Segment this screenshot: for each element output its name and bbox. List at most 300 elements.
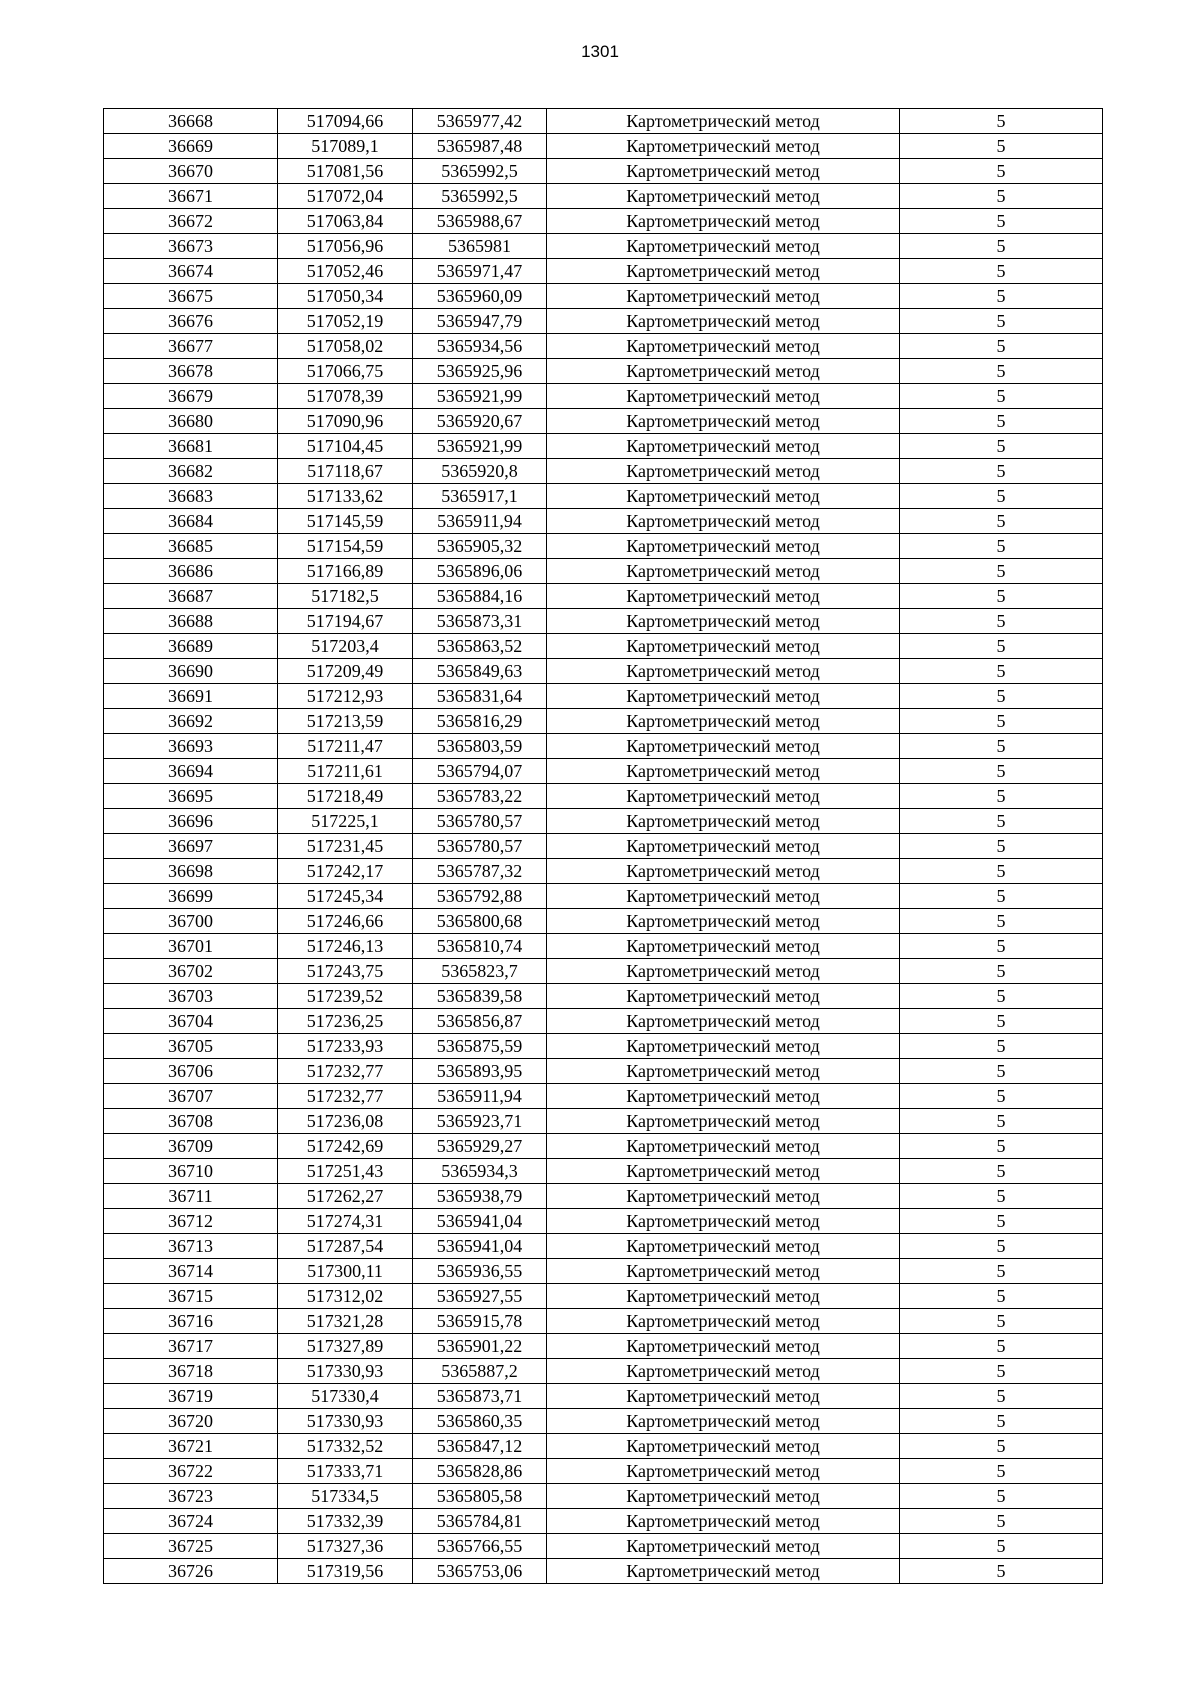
x-coordinate-cell: 517332,52	[278, 1434, 413, 1459]
accuracy-cell: 5	[900, 1334, 1103, 1359]
x-coordinate-cell: 517332,39	[278, 1509, 413, 1534]
point-number-cell: 36711	[104, 1184, 278, 1209]
point-number-cell: 36675	[104, 284, 278, 309]
accuracy-cell: 5	[900, 1109, 1103, 1134]
point-number-cell: 36696	[104, 809, 278, 834]
accuracy-cell: 5	[900, 834, 1103, 859]
table-row	[104, 934, 1103, 959]
y-coordinate-cell: 5365828,86	[413, 1459, 547, 1484]
point-number-cell: 36677	[104, 334, 278, 359]
x-coordinate-cell: 517145,59	[278, 509, 413, 534]
table-row	[104, 1534, 1103, 1559]
accuracy-cell: 5	[900, 484, 1103, 509]
accuracy-cell: 5	[900, 509, 1103, 534]
table-row	[104, 1259, 1103, 1284]
table-row	[104, 1084, 1103, 1109]
x-coordinate-cell: 517243,75	[278, 959, 413, 984]
y-coordinate-cell: 5365992,5	[413, 159, 547, 184]
table-row	[104, 1459, 1103, 1484]
accuracy-cell: 5	[900, 309, 1103, 334]
accuracy-cell: 5	[900, 859, 1103, 884]
point-number-cell: 36700	[104, 909, 278, 934]
y-coordinate-cell: 5365863,52	[413, 634, 547, 659]
point-number-cell: 36694	[104, 759, 278, 784]
x-coordinate-cell: 517239,52	[278, 984, 413, 1009]
method-cell: Картометрический метод	[547, 1159, 900, 1184]
point-number-cell: 36670	[104, 159, 278, 184]
accuracy-cell: 5	[900, 1409, 1103, 1434]
method-cell: Картометрический метод	[547, 1359, 900, 1384]
y-coordinate-cell: 5365849,63	[413, 659, 547, 684]
point-number-cell: 36705	[104, 1034, 278, 1059]
accuracy-cell: 5	[900, 959, 1103, 984]
x-coordinate-cell: 517236,08	[278, 1109, 413, 1134]
x-coordinate-cell: 517251,43	[278, 1159, 413, 1184]
table-row	[104, 584, 1103, 609]
table-row	[104, 559, 1103, 584]
accuracy-cell: 5	[900, 109, 1103, 134]
y-coordinate-cell: 5365901,22	[413, 1334, 547, 1359]
method-cell: Картометрический метод	[547, 684, 900, 709]
accuracy-cell: 5	[900, 584, 1103, 609]
y-coordinate-cell: 5365920,67	[413, 409, 547, 434]
x-coordinate-cell: 517330,93	[278, 1359, 413, 1384]
x-coordinate-cell: 517104,45	[278, 434, 413, 459]
table-row	[104, 1559, 1103, 1584]
method-cell: Картометрический метод	[547, 609, 900, 634]
method-cell: Картометрический метод	[547, 1559, 900, 1584]
accuracy-cell: 5	[900, 659, 1103, 684]
y-coordinate-cell: 5365839,58	[413, 984, 547, 1009]
method-cell: Картометрический метод	[547, 884, 900, 909]
x-coordinate-cell: 517300,11	[278, 1259, 413, 1284]
method-cell: Картометрический метод	[547, 284, 900, 309]
x-coordinate-cell: 517066,75	[278, 359, 413, 384]
y-coordinate-cell: 5365816,29	[413, 709, 547, 734]
method-cell: Картометрический метод	[547, 1109, 900, 1134]
table-row	[104, 884, 1103, 909]
x-coordinate-cell: 517246,66	[278, 909, 413, 934]
table-row	[104, 334, 1103, 359]
method-cell: Картометрический метод	[547, 1009, 900, 1034]
x-coordinate-cell: 517166,89	[278, 559, 413, 584]
x-coordinate-cell: 517333,71	[278, 1459, 413, 1484]
method-cell: Картометрический метод	[547, 434, 900, 459]
method-cell: Картометрический метод	[547, 1209, 900, 1234]
y-coordinate-cell: 5365784,81	[413, 1509, 547, 1534]
table-row	[104, 209, 1103, 234]
y-coordinate-cell: 5365873,71	[413, 1384, 547, 1409]
point-number-cell: 36710	[104, 1159, 278, 1184]
method-cell: Картометрический метод	[547, 1059, 900, 1084]
x-coordinate-cell: 517133,62	[278, 484, 413, 509]
method-cell: Картометрический метод	[547, 559, 900, 584]
accuracy-cell: 5	[900, 1009, 1103, 1034]
y-coordinate-cell: 5365981	[413, 234, 547, 259]
method-cell: Картометрический метод	[547, 1334, 900, 1359]
point-number-cell: 36723	[104, 1484, 278, 1509]
table-row	[104, 909, 1103, 934]
y-coordinate-cell: 5365887,2	[413, 1359, 547, 1384]
method-cell: Картометрический метод	[547, 1309, 900, 1334]
accuracy-cell: 5	[900, 234, 1103, 259]
table-row	[104, 1384, 1103, 1409]
table-row	[104, 709, 1103, 734]
method-cell: Картометрический метод	[547, 409, 900, 434]
table-row	[104, 684, 1103, 709]
point-number-cell: 36709	[104, 1134, 278, 1159]
table-row	[104, 384, 1103, 409]
x-coordinate-cell: 517182,5	[278, 584, 413, 609]
y-coordinate-cell: 5365941,04	[413, 1209, 547, 1234]
table-row	[104, 484, 1103, 509]
method-cell: Картометрический метод	[547, 709, 900, 734]
accuracy-cell: 5	[900, 534, 1103, 559]
point-number-cell: 36725	[104, 1534, 278, 1559]
table-row	[104, 759, 1103, 784]
x-coordinate-cell: 517242,17	[278, 859, 413, 884]
table-row	[104, 659, 1103, 684]
method-cell: Картометрический метод	[547, 659, 900, 684]
point-number-cell: 36722	[104, 1459, 278, 1484]
accuracy-cell: 5	[900, 709, 1103, 734]
table-row	[104, 609, 1103, 634]
x-coordinate-cell: 517089,1	[278, 134, 413, 159]
x-coordinate-cell: 517078,39	[278, 384, 413, 409]
accuracy-cell: 5	[900, 1134, 1103, 1159]
y-coordinate-cell: 5365977,42	[413, 109, 547, 134]
accuracy-cell: 5	[900, 384, 1103, 409]
table-row	[104, 1009, 1103, 1034]
y-coordinate-cell: 5365941,04	[413, 1234, 547, 1259]
y-coordinate-cell: 5365856,87	[413, 1009, 547, 1034]
accuracy-cell: 5	[900, 1559, 1103, 1584]
table-row	[104, 784, 1103, 809]
x-coordinate-cell: 517330,93	[278, 1409, 413, 1434]
table-row	[104, 1484, 1103, 1509]
accuracy-cell: 5	[900, 1359, 1103, 1384]
method-cell: Картометрический метод	[547, 1234, 900, 1259]
x-coordinate-cell: 517154,59	[278, 534, 413, 559]
y-coordinate-cell: 5365884,16	[413, 584, 547, 609]
x-coordinate-cell: 517327,89	[278, 1334, 413, 1359]
point-number-cell: 36693	[104, 734, 278, 759]
x-coordinate-cell: 517052,46	[278, 259, 413, 284]
method-cell: Картометрический метод	[547, 484, 900, 509]
accuracy-cell: 5	[900, 609, 1103, 634]
x-coordinate-cell: 517287,54	[278, 1234, 413, 1259]
y-coordinate-cell: 5365934,3	[413, 1159, 547, 1184]
coordinates-table-body	[104, 109, 1103, 1584]
x-coordinate-cell: 517232,77	[278, 1084, 413, 1109]
point-number-cell: 36701	[104, 934, 278, 959]
accuracy-cell: 5	[900, 809, 1103, 834]
method-cell: Картометрический метод	[547, 359, 900, 384]
x-coordinate-cell: 517245,34	[278, 884, 413, 909]
accuracy-cell: 5	[900, 434, 1103, 459]
accuracy-cell: 5	[900, 1184, 1103, 1209]
method-cell: Картометрический метод	[547, 234, 900, 259]
accuracy-cell: 5	[900, 1059, 1103, 1084]
point-number-cell: 36699	[104, 884, 278, 909]
point-number-cell: 36678	[104, 359, 278, 384]
table-row	[104, 1234, 1103, 1259]
accuracy-cell: 5	[900, 1434, 1103, 1459]
accuracy-cell: 5	[900, 684, 1103, 709]
y-coordinate-cell: 5365934,56	[413, 334, 547, 359]
method-cell: Картометрический метод	[547, 334, 900, 359]
accuracy-cell: 5	[900, 159, 1103, 184]
x-coordinate-cell: 517330,4	[278, 1384, 413, 1409]
point-number-cell: 36674	[104, 259, 278, 284]
table-row	[104, 509, 1103, 534]
x-coordinate-cell: 517118,67	[278, 459, 413, 484]
method-cell: Картометрический метод	[547, 259, 900, 284]
method-cell: Картометрический метод	[547, 1259, 900, 1284]
x-coordinate-cell: 517203,4	[278, 634, 413, 659]
x-coordinate-cell: 517242,69	[278, 1134, 413, 1159]
x-coordinate-cell: 517211,61	[278, 759, 413, 784]
y-coordinate-cell: 5365805,58	[413, 1484, 547, 1509]
y-coordinate-cell: 5365929,27	[413, 1134, 547, 1159]
y-coordinate-cell: 5365766,55	[413, 1534, 547, 1559]
x-coordinate-cell: 517236,25	[278, 1009, 413, 1034]
y-coordinate-cell: 5365905,32	[413, 534, 547, 559]
point-number-cell: 36719	[104, 1384, 278, 1409]
x-coordinate-cell: 517274,31	[278, 1209, 413, 1234]
accuracy-cell: 5	[900, 1259, 1103, 1284]
method-cell: Картометрический метод	[547, 734, 900, 759]
x-coordinate-cell: 517232,77	[278, 1059, 413, 1084]
table-row	[104, 834, 1103, 859]
point-number-cell: 36679	[104, 384, 278, 409]
table-row	[104, 309, 1103, 334]
method-cell: Картометрический метод	[547, 1084, 900, 1109]
accuracy-cell: 5	[900, 1309, 1103, 1334]
table-row	[104, 1309, 1103, 1334]
y-coordinate-cell: 5365810,74	[413, 934, 547, 959]
method-cell: Картометрический метод	[547, 1459, 900, 1484]
x-coordinate-cell: 517211,47	[278, 734, 413, 759]
y-coordinate-cell: 5365875,59	[413, 1034, 547, 1059]
x-coordinate-cell: 517334,5	[278, 1484, 413, 1509]
accuracy-cell: 5	[900, 759, 1103, 784]
point-number-cell: 36712	[104, 1209, 278, 1234]
point-number-cell: 36684	[104, 509, 278, 534]
accuracy-cell: 5	[900, 284, 1103, 309]
table-row	[104, 1409, 1103, 1434]
point-number-cell: 36680	[104, 409, 278, 434]
point-number-cell: 36682	[104, 459, 278, 484]
table-row	[104, 434, 1103, 459]
point-number-cell: 36703	[104, 984, 278, 1009]
point-number-cell: 36715	[104, 1284, 278, 1309]
accuracy-cell: 5	[900, 784, 1103, 809]
y-coordinate-cell: 5365917,1	[413, 484, 547, 509]
table-row	[104, 1434, 1103, 1459]
point-number-cell: 36706	[104, 1059, 278, 1084]
method-cell: Картометрический метод	[547, 1409, 900, 1434]
y-coordinate-cell: 5365787,32	[413, 859, 547, 884]
table-row	[104, 259, 1103, 284]
table-row	[104, 1109, 1103, 1134]
accuracy-cell: 5	[900, 634, 1103, 659]
y-coordinate-cell: 5365873,31	[413, 609, 547, 634]
table-row	[104, 1159, 1103, 1184]
x-coordinate-cell: 517233,93	[278, 1034, 413, 1059]
method-cell: Картометрический метод	[547, 784, 900, 809]
x-coordinate-cell: 517213,59	[278, 709, 413, 734]
table-row	[104, 459, 1103, 484]
accuracy-cell: 5	[900, 1509, 1103, 1534]
x-coordinate-cell: 517052,19	[278, 309, 413, 334]
point-number-cell: 36695	[104, 784, 278, 809]
table-row	[104, 1334, 1103, 1359]
table-row	[104, 859, 1103, 884]
table-row	[104, 109, 1103, 134]
accuracy-cell: 5	[900, 209, 1103, 234]
method-cell: Картометрический метод	[547, 859, 900, 884]
table-row	[104, 1034, 1103, 1059]
table-row	[104, 1209, 1103, 1234]
point-number-cell: 36713	[104, 1234, 278, 1259]
point-number-cell: 36716	[104, 1309, 278, 1334]
accuracy-cell: 5	[900, 1159, 1103, 1184]
accuracy-cell: 5	[900, 1034, 1103, 1059]
y-coordinate-cell: 5365823,7	[413, 959, 547, 984]
point-number-cell: 36690	[104, 659, 278, 684]
x-coordinate-cell: 517072,04	[278, 184, 413, 209]
method-cell: Картометрический метод	[547, 109, 900, 134]
y-coordinate-cell: 5365780,57	[413, 834, 547, 859]
table-row	[104, 184, 1103, 209]
point-number-cell: 36704	[104, 1009, 278, 1034]
point-number-cell: 36708	[104, 1109, 278, 1134]
accuracy-cell: 5	[900, 1384, 1103, 1409]
method-cell: Картометрический метод	[547, 1384, 900, 1409]
x-coordinate-cell: 517262,27	[278, 1184, 413, 1209]
accuracy-cell: 5	[900, 1284, 1103, 1309]
table-row	[104, 1359, 1103, 1384]
x-coordinate-cell: 517050,34	[278, 284, 413, 309]
point-number-cell: 36683	[104, 484, 278, 509]
point-number-cell: 36669	[104, 134, 278, 159]
method-cell: Картометрический метод	[547, 1184, 900, 1209]
y-coordinate-cell: 5365927,55	[413, 1284, 547, 1309]
accuracy-cell: 5	[900, 1534, 1103, 1559]
y-coordinate-cell: 5365971,47	[413, 259, 547, 284]
accuracy-cell: 5	[900, 409, 1103, 434]
y-coordinate-cell: 5365988,67	[413, 209, 547, 234]
method-cell: Картометрический метод	[547, 934, 900, 959]
y-coordinate-cell: 5365936,55	[413, 1259, 547, 1284]
x-coordinate-cell: 517056,96	[278, 234, 413, 259]
accuracy-cell: 5	[900, 334, 1103, 359]
accuracy-cell: 5	[900, 934, 1103, 959]
accuracy-cell: 5	[900, 884, 1103, 909]
point-number-cell: 36692	[104, 709, 278, 734]
method-cell: Картометрический метод	[547, 159, 900, 184]
point-number-cell: 36717	[104, 1334, 278, 1359]
page-number: 1301	[581, 42, 619, 61]
x-coordinate-cell: 517094,66	[278, 109, 413, 134]
method-cell: Картометрический метод	[547, 1534, 900, 1559]
method-cell: Картометрический метод	[547, 459, 900, 484]
method-cell: Картометрический метод	[547, 909, 900, 934]
y-coordinate-cell: 5365960,09	[413, 284, 547, 309]
x-coordinate-cell: 517194,67	[278, 609, 413, 634]
method-cell: Картометрический метод	[547, 384, 900, 409]
point-number-cell: 36673	[104, 234, 278, 259]
y-coordinate-cell: 5365921,99	[413, 434, 547, 459]
accuracy-cell: 5	[900, 1209, 1103, 1234]
point-number-cell: 36676	[104, 309, 278, 334]
y-coordinate-cell: 5365911,94	[413, 1084, 547, 1109]
point-number-cell: 36698	[104, 859, 278, 884]
table-row	[104, 134, 1103, 159]
accuracy-cell: 5	[900, 559, 1103, 584]
x-coordinate-cell: 517246,13	[278, 934, 413, 959]
y-coordinate-cell: 5365800,68	[413, 909, 547, 934]
point-number-cell: 36721	[104, 1434, 278, 1459]
accuracy-cell: 5	[900, 459, 1103, 484]
point-number-cell: 36726	[104, 1559, 278, 1584]
method-cell: Картометрический метод	[547, 134, 900, 159]
accuracy-cell: 5	[900, 734, 1103, 759]
point-number-cell: 36671	[104, 184, 278, 209]
method-cell: Картометрический метод	[547, 1284, 900, 1309]
point-number-cell: 36691	[104, 684, 278, 709]
x-coordinate-cell: 517225,1	[278, 809, 413, 834]
x-coordinate-cell: 517319,56	[278, 1559, 413, 1584]
coordinates-table	[103, 108, 1103, 1584]
x-coordinate-cell: 517090,96	[278, 409, 413, 434]
table-row	[104, 984, 1103, 1009]
y-coordinate-cell: 5365938,79	[413, 1184, 547, 1209]
accuracy-cell: 5	[900, 1234, 1103, 1259]
x-coordinate-cell: 517218,49	[278, 784, 413, 809]
y-coordinate-cell: 5365803,59	[413, 734, 547, 759]
method-cell: Картометрический метод	[547, 809, 900, 834]
point-number-cell: 36707	[104, 1084, 278, 1109]
method-cell: Картометрический метод	[547, 1484, 900, 1509]
x-coordinate-cell: 517081,56	[278, 159, 413, 184]
accuracy-cell: 5	[900, 184, 1103, 209]
y-coordinate-cell: 5365992,5	[413, 184, 547, 209]
x-coordinate-cell: 517327,36	[278, 1534, 413, 1559]
method-cell: Картометрический метод	[547, 759, 900, 784]
method-cell: Картометрический метод	[547, 634, 900, 659]
table-row	[104, 234, 1103, 259]
table-row	[104, 159, 1103, 184]
accuracy-cell: 5	[900, 1459, 1103, 1484]
table-row	[104, 959, 1103, 984]
point-number-cell: 36702	[104, 959, 278, 984]
point-number-cell: 36724	[104, 1509, 278, 1534]
point-number-cell: 36720	[104, 1409, 278, 1434]
table-row	[104, 734, 1103, 759]
table-row	[104, 1284, 1103, 1309]
y-coordinate-cell: 5365847,12	[413, 1434, 547, 1459]
point-number-cell: 36668	[104, 109, 278, 134]
y-coordinate-cell: 5365860,35	[413, 1409, 547, 1434]
method-cell: Картометрический метод	[547, 1434, 900, 1459]
method-cell: Картометрический метод	[547, 509, 900, 534]
method-cell: Картометрический метод	[547, 584, 900, 609]
method-cell: Картометрический метод	[547, 309, 900, 334]
table-row	[104, 809, 1103, 834]
y-coordinate-cell: 5365792,88	[413, 884, 547, 909]
